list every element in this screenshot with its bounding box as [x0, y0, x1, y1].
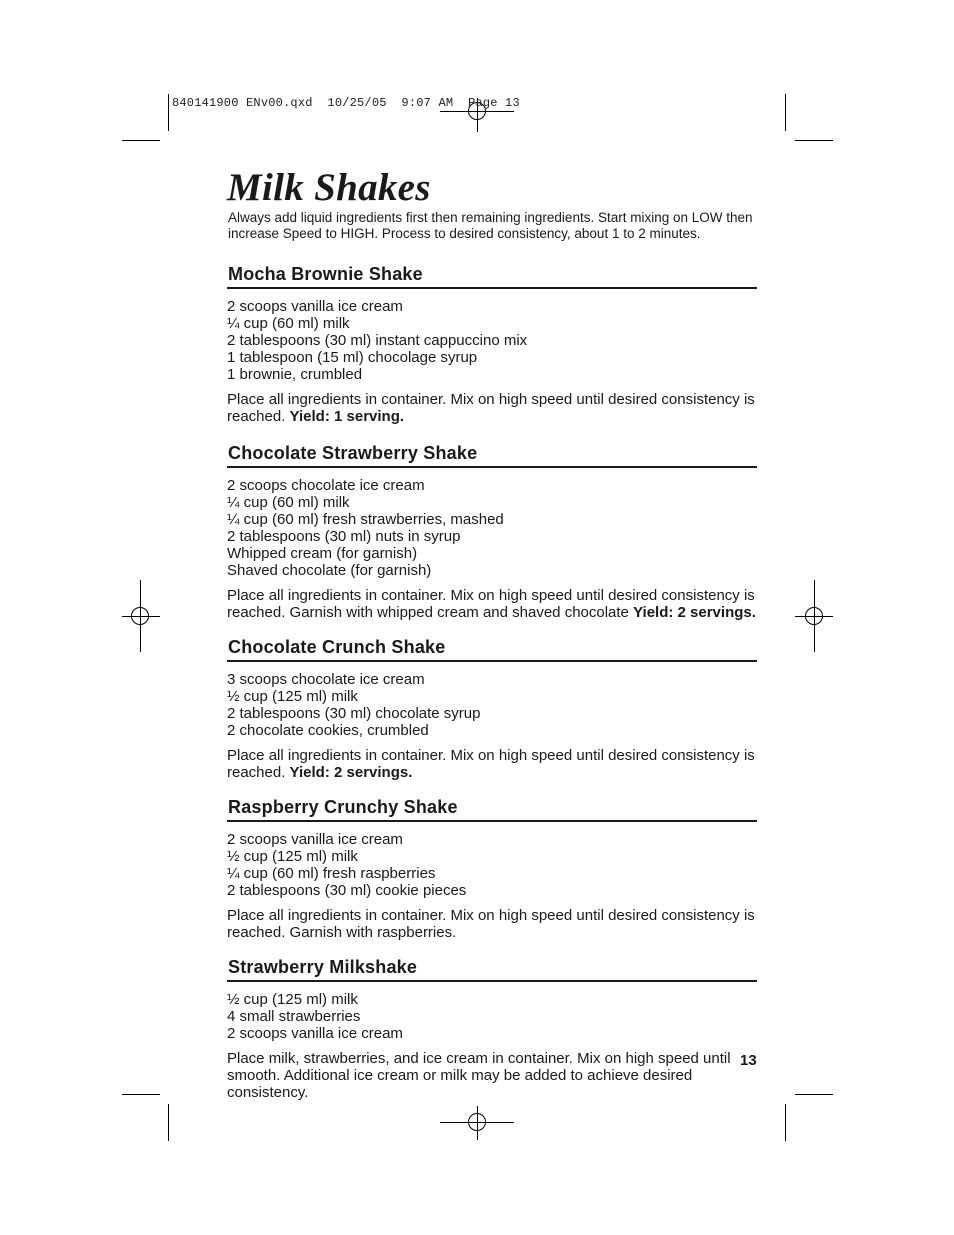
ingredient: 4 small strawberries — [227, 1008, 361, 1025]
registration-circle-icon — [131, 607, 149, 625]
crop-mark — [168, 94, 169, 131]
recipe-chocolate-crunch-shake — [227, 636, 757, 781]
recipe-title: Strawberry Milkshake — [227, 956, 757, 982]
ingredient-list — [227, 991, 757, 1042]
ingredient-list — [227, 671, 757, 739]
ingredient: 2 scoops vanilla ice cream — [227, 1025, 403, 1042]
ingredient: ¼ cup (60 ml) milk — [227, 494, 350, 511]
recipe-yield: Yield: 2 servings. — [289, 764, 413, 781]
ingredient: 1 brownie, crumbled — [227, 366, 363, 383]
recipe-method: Place all ingredients in container. Mix on high speed until desired consistency is reached. Garnish with raspberries. — [227, 907, 755, 941]
ingredient: 1 tablespoon (15 ml) chocolage syrup — [227, 349, 478, 366]
crop-mark — [785, 1104, 786, 1141]
registration-circle-icon — [805, 607, 823, 625]
recipe-mocha-brownie-shake — [227, 263, 757, 425]
recipe-method: Place milk, strawberries, and ice cream in container. Mix on high speed until smooth. Additional ice cream or milk may be added to achieve desired consistency. — [227, 1050, 731, 1101]
ingredient-list — [227, 298, 757, 383]
ingredient: Whipped cream (for garnish) — [227, 545, 418, 562]
page-content — [227, 166, 757, 1101]
ingredient-list — [227, 831, 757, 899]
crop-mark — [785, 94, 786, 131]
recipe-method — [227, 391, 757, 425]
ingredient: ½ cup (125 ml) milk — [227, 688, 358, 705]
recipe-title: Chocolate Strawberry Shake — [227, 442, 757, 468]
recipe-chocolate-strawberry-shake — [227, 442, 757, 621]
ingredient-list — [227, 477, 757, 579]
recipe-method — [227, 747, 757, 781]
intro-text: Always add liquid ingredients first then remaining ingredients. Start mixing on LOW then increase Speed to HIGH. Process to desired consistency, about 1 to 2 minutes. — [228, 210, 753, 241]
crop-mark — [795, 1094, 833, 1095]
ingredient: 2 scoops chocolate ice cream — [227, 477, 425, 494]
ingredient: ½ cup (125 ml) milk — [227, 991, 358, 1008]
recipe-title: Chocolate Crunch Shake — [227, 636, 757, 662]
crop-mark — [122, 140, 160, 141]
method-text: Place all ingredients in container. Mix on high speed until desired consistency is reached. Garnish with whipped cream and shaved chocolate — [227, 587, 755, 621]
ingredient: 2 scoops vanilla ice cream — [227, 298, 403, 315]
ingredient: ¼ cup (60 ml) fresh strawberries, mashed — [227, 511, 504, 528]
ingredient: ¼ cup (60 ml) fresh raspberries — [227, 865, 436, 882]
ingredient: 2 tablespoons (30 ml) cookie pieces — [227, 882, 467, 899]
ingredient: ½ cup (125 ml) milk — [227, 848, 358, 865]
print-slug: 840141900 ENv00.qxd 10/25/05 9:07 AM Page 13 — [172, 96, 520, 110]
recipe-yield: Yield: 1 serving. — [289, 408, 405, 425]
registration-circle-icon — [468, 1113, 486, 1131]
method-text: Place all ingredients in container. Mix on high speed until desired consistency is reached. — [227, 391, 755, 425]
ingredient: ¼ cup (60 ml) milk — [227, 315, 350, 332]
recipe-raspberry-crunchy-shake — [227, 796, 757, 941]
ingredient: 2 tablespoons (30 ml) chocolate syrup — [227, 705, 481, 722]
recipe-strawberry-milkshake — [227, 956, 757, 1101]
ingredient: 2 tablespoons (30 ml) nuts in syrup — [227, 528, 461, 545]
recipe-yield: Yield: 2 servings. — [633, 604, 756, 621]
ingredient: 2 scoops vanilla ice cream — [227, 831, 403, 848]
recipe-title: Raspberry Crunchy Shake — [227, 796, 757, 822]
method-text: Place all ingredients in container. Mix on high speed until desired consistency is reached. — [227, 747, 755, 781]
crop-mark — [122, 1094, 160, 1095]
ingredient: 2 chocolate cookies, crumbled — [227, 722, 429, 739]
page-title: Milk Shakes — [227, 166, 431, 209]
ingredient: 3 scoops chocolate ice cream — [227, 671, 425, 688]
ingredient: 2 tablespoons (30 ml) instant cappuccino mix — [227, 332, 528, 349]
ingredient: Shaved chocolate (for garnish) — [227, 562, 432, 579]
crop-mark — [168, 1104, 169, 1141]
crop-mark — [795, 140, 833, 141]
page-number: 13 — [740, 1052, 757, 1069]
recipe-title: Mocha Brownie Shake — [227, 263, 757, 289]
recipe-method — [227, 587, 757, 621]
